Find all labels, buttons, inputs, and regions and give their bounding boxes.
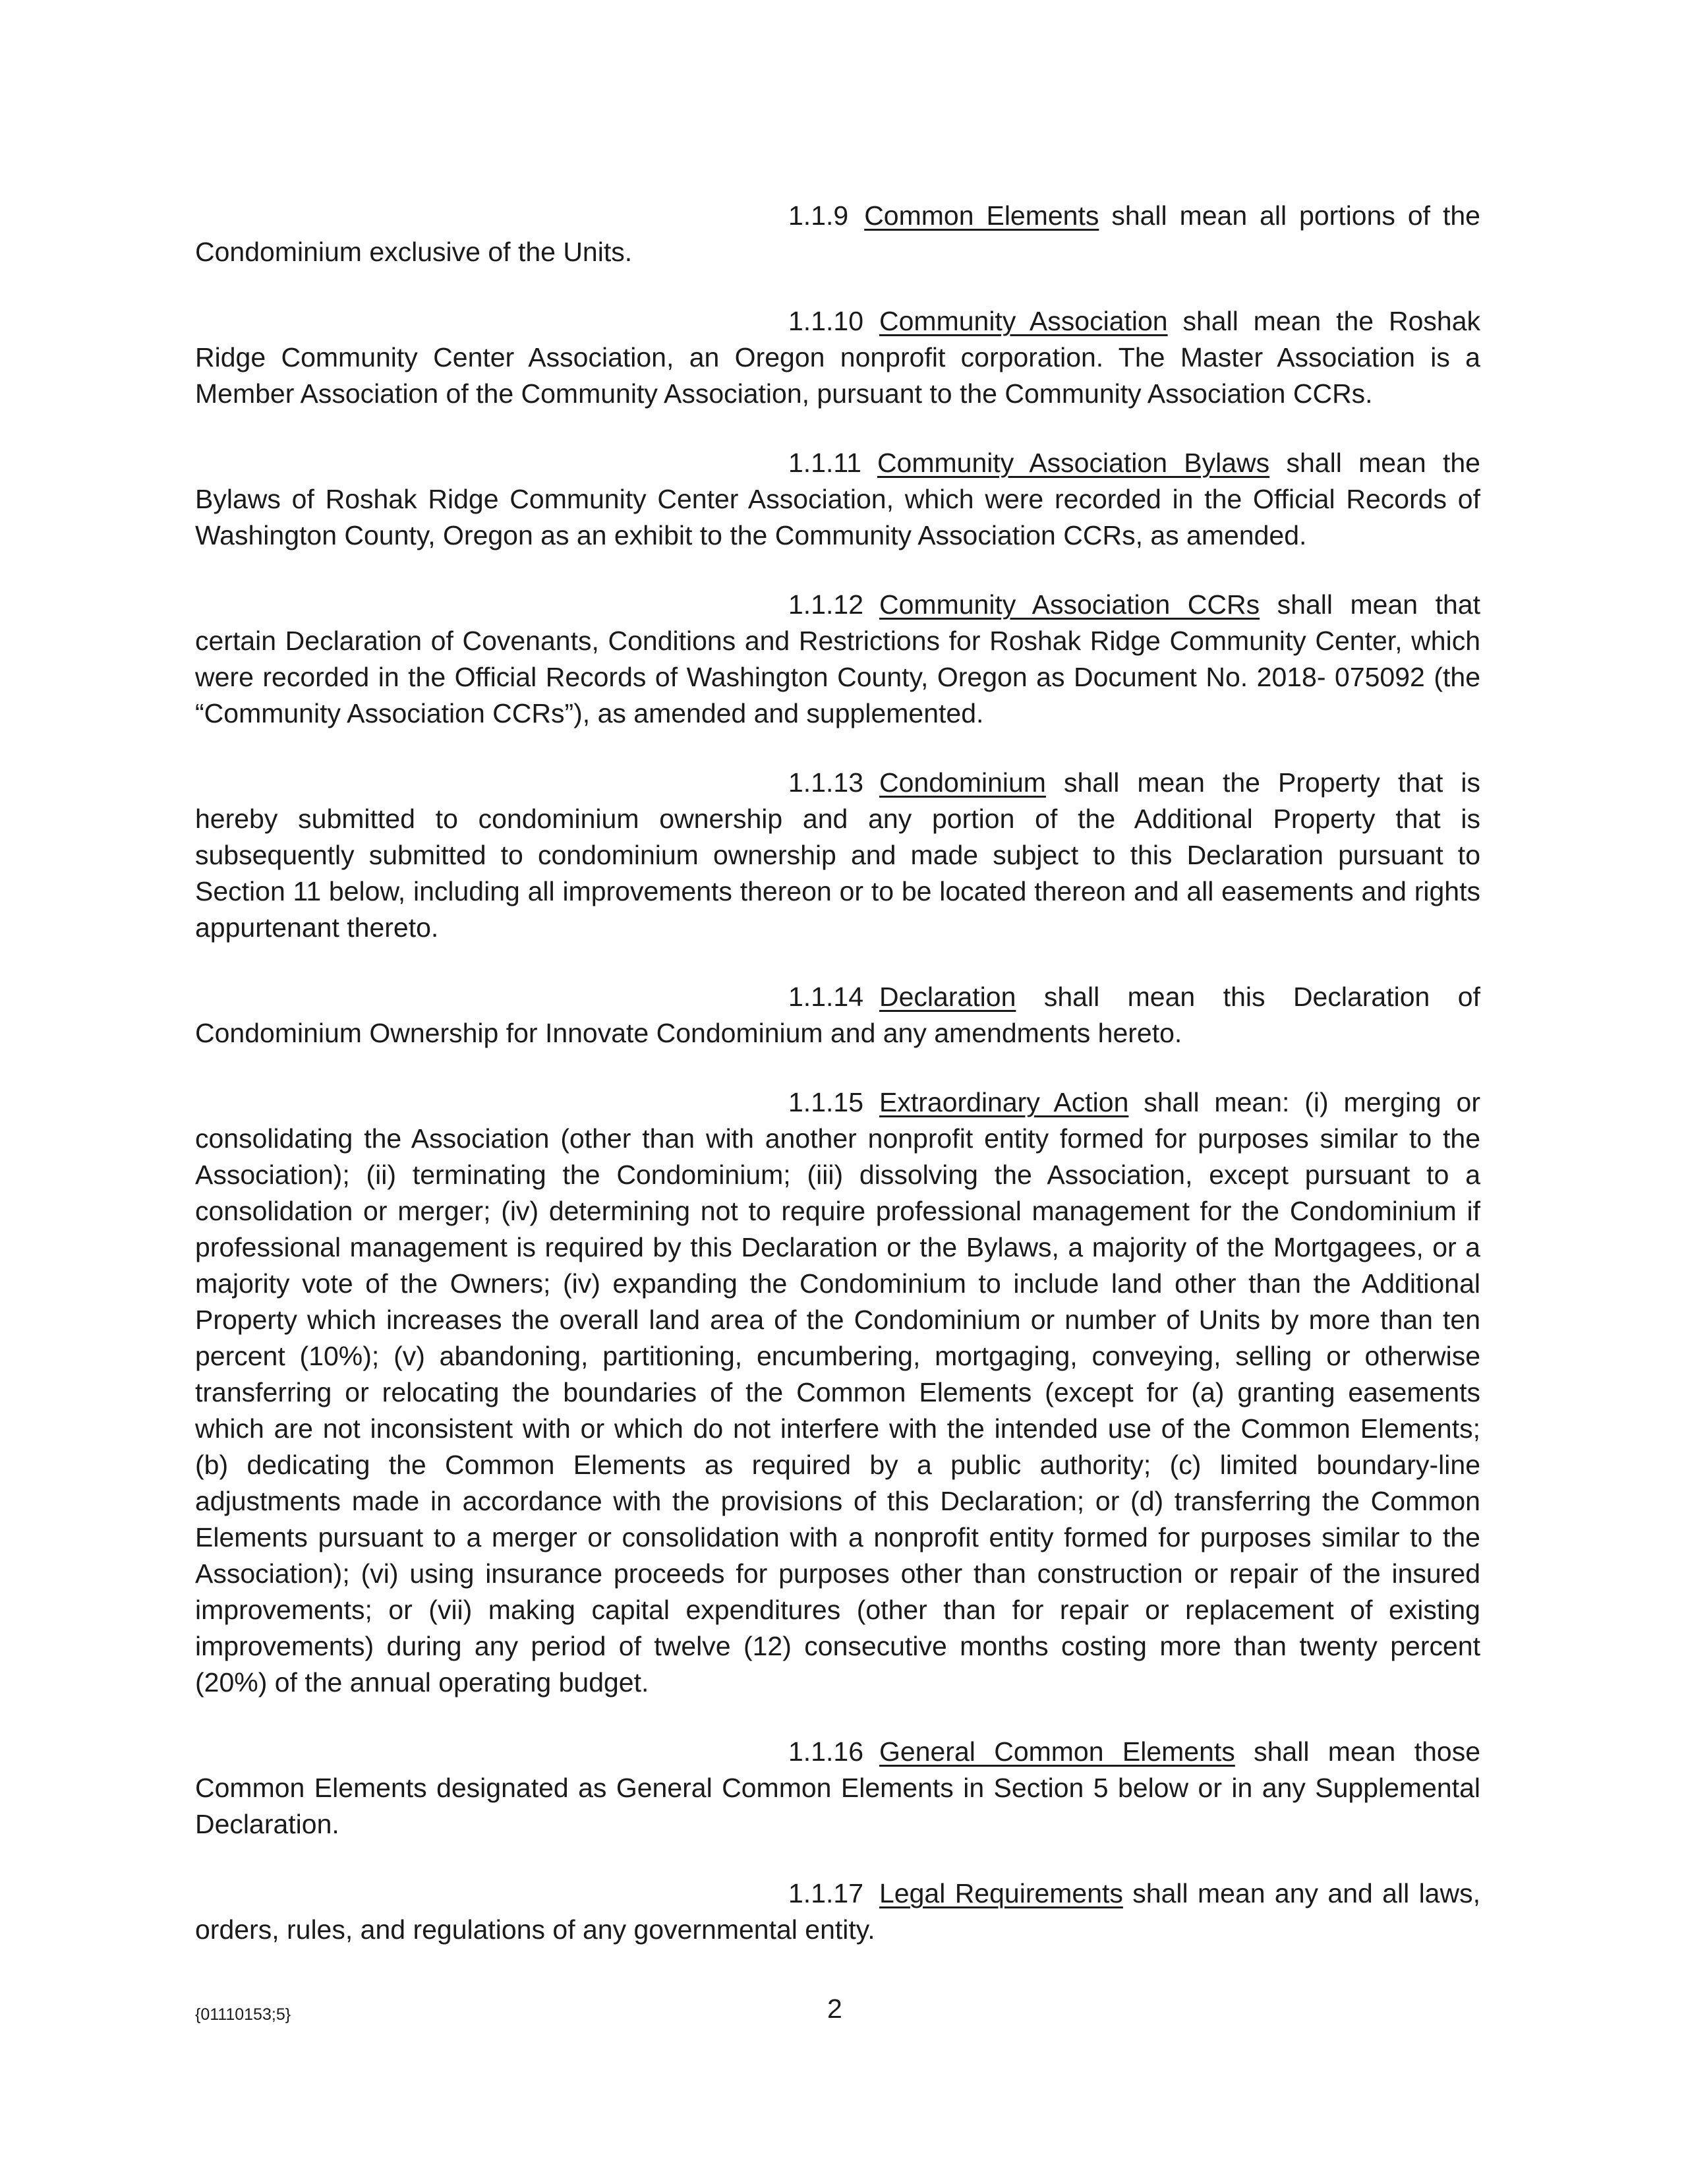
definition-text: shall mean that certain Declaration of Covenants, Conditions and Restrictions for Roshak Ridge Community Center, which were recorded in the Official Records of Washington County, Oregon as Document No. 2018- 075092 (the “Community Association CCRs”), as amended and supplemented. xyxy=(195,589,1480,728)
definition-1-1-11 xyxy=(195,445,1480,554)
defined-term: Community Association CCRs xyxy=(879,589,1260,620)
definition-text: shall mean all portions of the Condominium exclusive of the Units. xyxy=(195,200,1480,267)
defined-term: Condominium xyxy=(879,767,1046,798)
section-number: 1.1.13 xyxy=(788,767,863,798)
defined-term: Community Association Bylaws xyxy=(877,448,1270,478)
defined-term: Extraordinary Action xyxy=(879,1087,1129,1117)
definition-1-1-12 xyxy=(195,587,1480,732)
section-number: 1.1.15 xyxy=(788,1087,863,1117)
definition-1-1-9 xyxy=(195,198,1480,270)
section-number: 1.1.16 xyxy=(788,1736,863,1767)
section-number: 1.1.9 xyxy=(788,200,849,231)
defined-term: General Common Elements xyxy=(879,1736,1235,1767)
page-number: 2 xyxy=(827,1993,842,2024)
definition-text: shall mean the Bylaws of Roshak Ridge Community Center Association, which were recorded in the Official Records of Washington County, Oregon as an exhibit to the Community Association CCRs, as amended. xyxy=(195,448,1480,550)
definition-text: shall mean those Common Elements designated as General Common Elements in Section 5 below or in any Supplemental Declaration. xyxy=(195,1736,1480,1839)
definition-text: shall mean the Property that is hereby submitted to condominium ownership and any portion of the Additional Property that is subsequently submitted to condominium ownership and made subject to this Declaration pursuant to Section 11 below, including all improvements thereon or to be located thereon and all easements and rights appurtenant thereto. xyxy=(195,767,1480,943)
section-number: 1.1.17 xyxy=(788,1878,863,1908)
section-number: 1.1.10 xyxy=(788,306,863,336)
document-id: {01110153;5} xyxy=(195,2005,291,2024)
definition-1-1-17 xyxy=(195,1875,1480,1948)
definition-1-1-16 xyxy=(195,1734,1480,1843)
definition-1-1-15 xyxy=(195,1084,1480,1701)
definition-1-1-13 xyxy=(195,765,1480,946)
defined-term: Legal Requirements xyxy=(879,1878,1123,1908)
definition-text: shall mean: (i) merging or consolidating the Association (other than with another nonprofit entity formed for purposes similar to the Association); (ii) terminating the Condominium; (iii) dissolving the Association, except pursuant to a consolidation or merger; (iv) determining not to require professional management for the Condominium if professional management is required by this Declaration or the Bylaws, a majority of the Mortgagees, or a majority vote of the Owners; (iv) expanding the Condominium to include land other than the Additional Property which increases the overall land area of the Condominium or number of Units by more than ten percent (10%); (v) abandoning, partitioning, encumbering, mortgaging, conveying, selling or otherwise transferring or relocating the boundaries of the Common Elements (except for (a) granting easements which are not inconsistent with or which do not interfere with the intended use of the Common Elements; (b) dedicating the Common Elements as required by a public authority; (c) limited boundary-line adjustments made in accordance with the provisions of this Declaration; or (d) transferring the Common Elements pursuant to a merger or consolidation with a nonprofit entity formed for purposes similar to the Association); (vi) using insurance proceeds for purposes other than construction or repair of the insured improvements; or (vii) making capital expenditures (other than for repair or replacement of existing improvements) during any period of twelve (12) consecutive months costing more than twenty percent (20%) of the annual operating budget. xyxy=(195,1087,1480,1697)
defined-term: Declaration xyxy=(879,982,1016,1012)
section-number: 1.1.12 xyxy=(788,589,863,620)
section-number: 1.1.14 xyxy=(788,982,863,1012)
definitions-body xyxy=(195,198,1480,1981)
definition-text: shall mean the Roshak Ridge Community Center Association, an Oregon nonprofit corporation. The Master Association is a Member Association of the Community Association, pursuant to the Community Association CCRs. xyxy=(195,306,1480,409)
definition-1-1-10 xyxy=(195,303,1480,412)
defined-term: Common Elements xyxy=(864,200,1099,231)
section-number: 1.1.11 xyxy=(788,448,861,478)
definition-text: shall mean any and all laws, orders, rules, and regulations of any governmental entity. xyxy=(195,1878,1480,1945)
definition-text: shall mean this Declaration of Condominium Ownership for Innovate Condominium and any amendments hereto. xyxy=(195,982,1480,1048)
defined-term: Community Association xyxy=(879,306,1168,336)
definition-1-1-14 xyxy=(195,979,1480,1051)
